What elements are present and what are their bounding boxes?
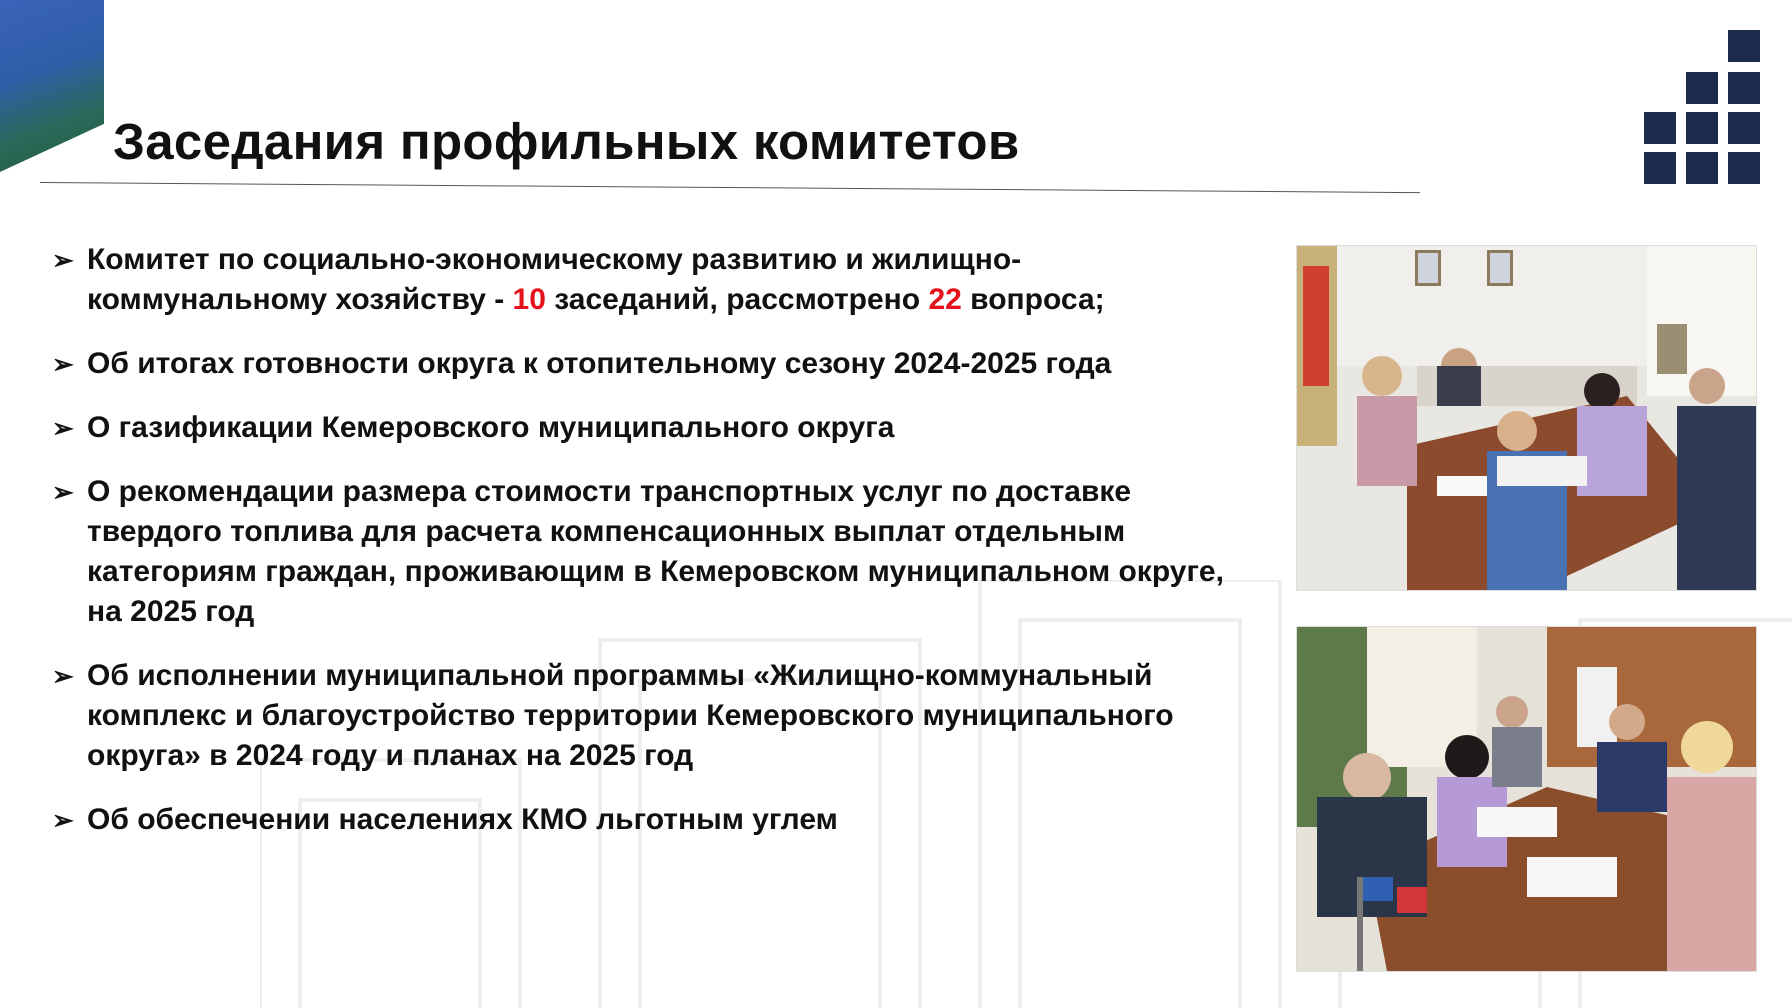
- list-item: [52, 472, 1252, 632]
- meetings-count: 10: [512, 283, 546, 316]
- list-item: [52, 800, 1252, 840]
- item-text: О газификации Кемеровского муниципального округа: [87, 411, 895, 444]
- list-item: [52, 656, 1252, 776]
- agenda-list: [52, 240, 1252, 864]
- list-item: [52, 344, 1252, 384]
- meeting-photo-2: [1296, 626, 1757, 972]
- list-item: [52, 408, 1252, 448]
- arrow-bullet-icon: ➢: [52, 349, 74, 379]
- page-title: Заседания профильных комитетов: [113, 113, 1020, 170]
- item-text: вопроса;: [961, 283, 1105, 316]
- list-item: [52, 240, 1252, 320]
- title-divider: [40, 182, 1420, 193]
- item-text: Об итогах готовности округа к отопительному сезону 2024-2025 года: [87, 347, 1112, 380]
- arrow-bullet-icon: ➢: [52, 805, 74, 835]
- item-text: заседаний, рассмотрено: [545, 283, 929, 316]
- stepped-squares-logo-icon: [1644, 30, 1760, 186]
- corner-decoration: [0, 0, 104, 172]
- item-text: Комитет по социально-экономическому развитию и жилищно-коммунальному хозяйству -: [87, 243, 1022, 316]
- arrow-bullet-icon: ➢: [52, 245, 74, 275]
- arrow-bullet-icon: ➢: [52, 661, 74, 691]
- arrow-bullet-icon: ➢: [52, 477, 74, 507]
- arrow-bullet-icon: ➢: [52, 413, 74, 443]
- meeting-photo-1: [1296, 245, 1757, 591]
- item-text: Об обеспечении населениях КМО льготным углем: [87, 803, 838, 836]
- questions-count: 22: [928, 283, 962, 316]
- item-text: Об исполнении муниципальной программы «Жилищно-коммунальный комплекс и благоустройство территории Кемеровского муниципального округа» в 2024 году и планах на 2025 год: [87, 659, 1174, 772]
- item-text: О рекомендации размера стоимости транспортных услуг по доставке твердого топлива для расчета компенсационных выплат отдельным категориям граждан, проживающим в Кемеровском муниципальном округе, на 2025 год: [87, 475, 1224, 628]
